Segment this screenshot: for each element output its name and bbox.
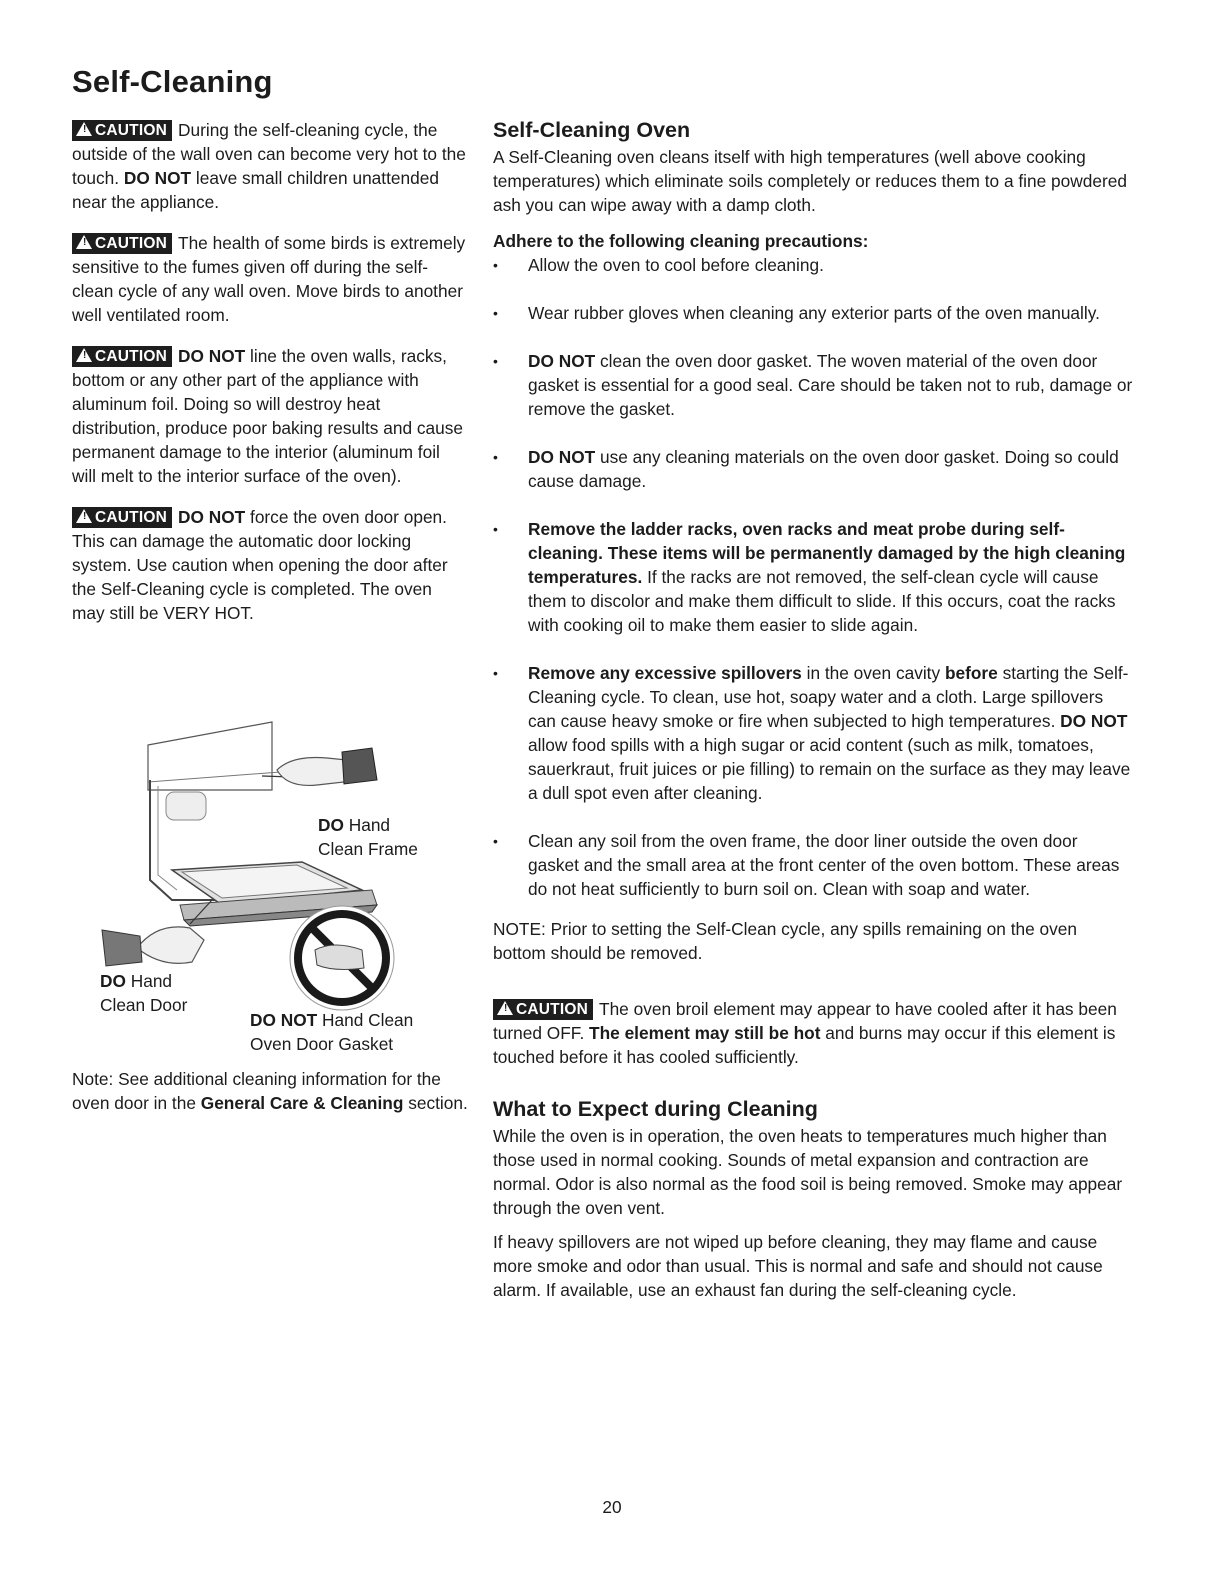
list-item: • DO NOT use any cleaning materials on the oven door gasket. Doing so could cause damage. <box>493 447 1119 491</box>
caution-badge: ! CAUTION <box>72 346 172 367</box>
warning-icon: ! <box>497 1001 513 1015</box>
section-heading-what-to-expect: What to Expect during Cleaning <box>493 1097 818 1121</box>
warning-icon: ! <box>76 122 92 136</box>
caution-hot-exterior: ! CAUTION During the self-cleaning cycle, the outside of the wall oven can become very hot to the touch. DO NOT leave small children unattended near the appliance. <box>72 120 466 212</box>
caution-badge: ! CAUTION <box>493 999 593 1020</box>
expect-paragraph-1: While the oven is in operation, the oven heats to temperatures much higher than those used in normal cooking. Sounds of metal expansion and contraction are normal. Odor is also normal as the food soil is being removed. Smoke may appear through the oven vent. <box>493 1126 1123 1218</box>
caution-aluminum-foil: ! CAUTION DO NOT line the oven walls, racks, bottom or any other part of the appliance with aluminum foil. Doing so will destroy heat distribution, produce poor baking results and cause permanent damage to the interior (aluminum foil will melt to the interior surface of the oven). <box>72 346 463 486</box>
expect-paragraph-2: If heavy spillovers are not wiped up before cleaning, they may flame and cause more smoke and odor than usual. This is normal and safe and should not cause alarm. If available, use an exhaust fan during the self-cleaning cycle. <box>493 1232 1103 1300</box>
caution-birds: ! CAUTION The health of some birds is extremely sensitive to the fumes given off during the self-clean cycle of any wall oven. Move birds to another well ventilated room. <box>72 233 466 325</box>
page-title: Self-Cleaning <box>72 64 273 99</box>
oven-cleaning-illustration <box>72 700 472 1060</box>
door-cleaning-note: Note: See additional cleaning information for the oven door in the General Care & Cleaning section. <box>72 1069 468 1113</box>
caution-badge: ! CAUTION <box>72 507 172 528</box>
precautions-list <box>493 253 1133 901</box>
list-item: • Remove any excessive spillovers in the oven cavity before starting the Self-Cleaning cycle. To clean, use hot, soapy water and a cloth. Large spillovers can cause heavy smoke or fire when subjected to high temperatures. DO NOT allow food spills with a high sugar or acid content (such as milk, tomatoes, sauerkraut, fruit juices or pie filling) to remain on the surface as they may leave a dull spot even after cleaning. <box>493 663 1131 803</box>
section-heading-self-cleaning-oven: Self-Cleaning Oven <box>493 118 691 142</box>
list-item: • Remove the ladder racks, oven racks and meat probe during self-cleaning. These items will be permanently damaged by the high cleaning temperatures. If the racks are not removed, the self-clean cycle will cause them to discolor and make them difficult to slide. If this occurs, coat the racks with cooking oil to make them easier to slide again. <box>493 519 1126 635</box>
label-hand-clean-frame: DO Hand Clean Frame <box>318 815 418 859</box>
right-column <box>493 118 1133 1302</box>
list-item: • Clean any soil from the oven frame, the door liner outside the oven door gasket and the small area at the front center of the oven bottom. These areas do not heat sufficiently to burn soil on. Clean with soap and water. <box>493 831 1120 899</box>
caution-broil-element: ! CAUTION The oven broil element may appear to have cooled after it has been turned OFF. The element may still be hot and burns may occur if this element is touched before it has cooled sufficiently. <box>493 999 1117 1067</box>
page-number: 20 <box>602 1497 622 1517</box>
caution-force-door: ! CAUTION DO NOT force the oven door open. This can damage the automatic door locking system. Use caution when opening the door after the Self-Cleaning cycle is completed. The oven may still be VERY HOT. <box>72 507 448 623</box>
warning-icon: ! <box>76 509 92 523</box>
oven-intro: A Self-Cleaning oven cleans itself with high temperatures (well above cooking temperatures) which eliminate soils completely or reduces them to a fine powdered ash you can wipe away with a damp cloth. <box>493 147 1127 215</box>
label-do-not-clean-gasket: DO NOT Hand Clean Oven Door Gasket <box>250 1010 414 1054</box>
list-item: • Allow the oven to cool before cleaning. <box>493 255 824 275</box>
spills-note: NOTE: Prior to setting the Self-Clean cycle, any spills remaining on the oven bottom should be removed. <box>493 919 1077 963</box>
precautions-heading: Adhere to the following cleaning precautions: <box>493 231 869 251</box>
caution-badge: ! CAUTION <box>72 120 172 141</box>
list-item: • Wear rubber gloves when cleaning any exterior parts of the oven manually. <box>493 303 1100 323</box>
warning-icon: ! <box>76 235 92 249</box>
left-column <box>72 118 468 642</box>
label-hand-clean-door: DO Hand Clean Door <box>100 971 188 1015</box>
list-item: • DO NOT clean the oven door gasket. The woven material of the oven door gasket is essential for a good seal. Care should be taken not to rub, damage or remove the gasket. <box>493 351 1133 419</box>
warning-icon: ! <box>76 348 92 362</box>
caution-badge: ! CAUTION <box>72 233 172 254</box>
